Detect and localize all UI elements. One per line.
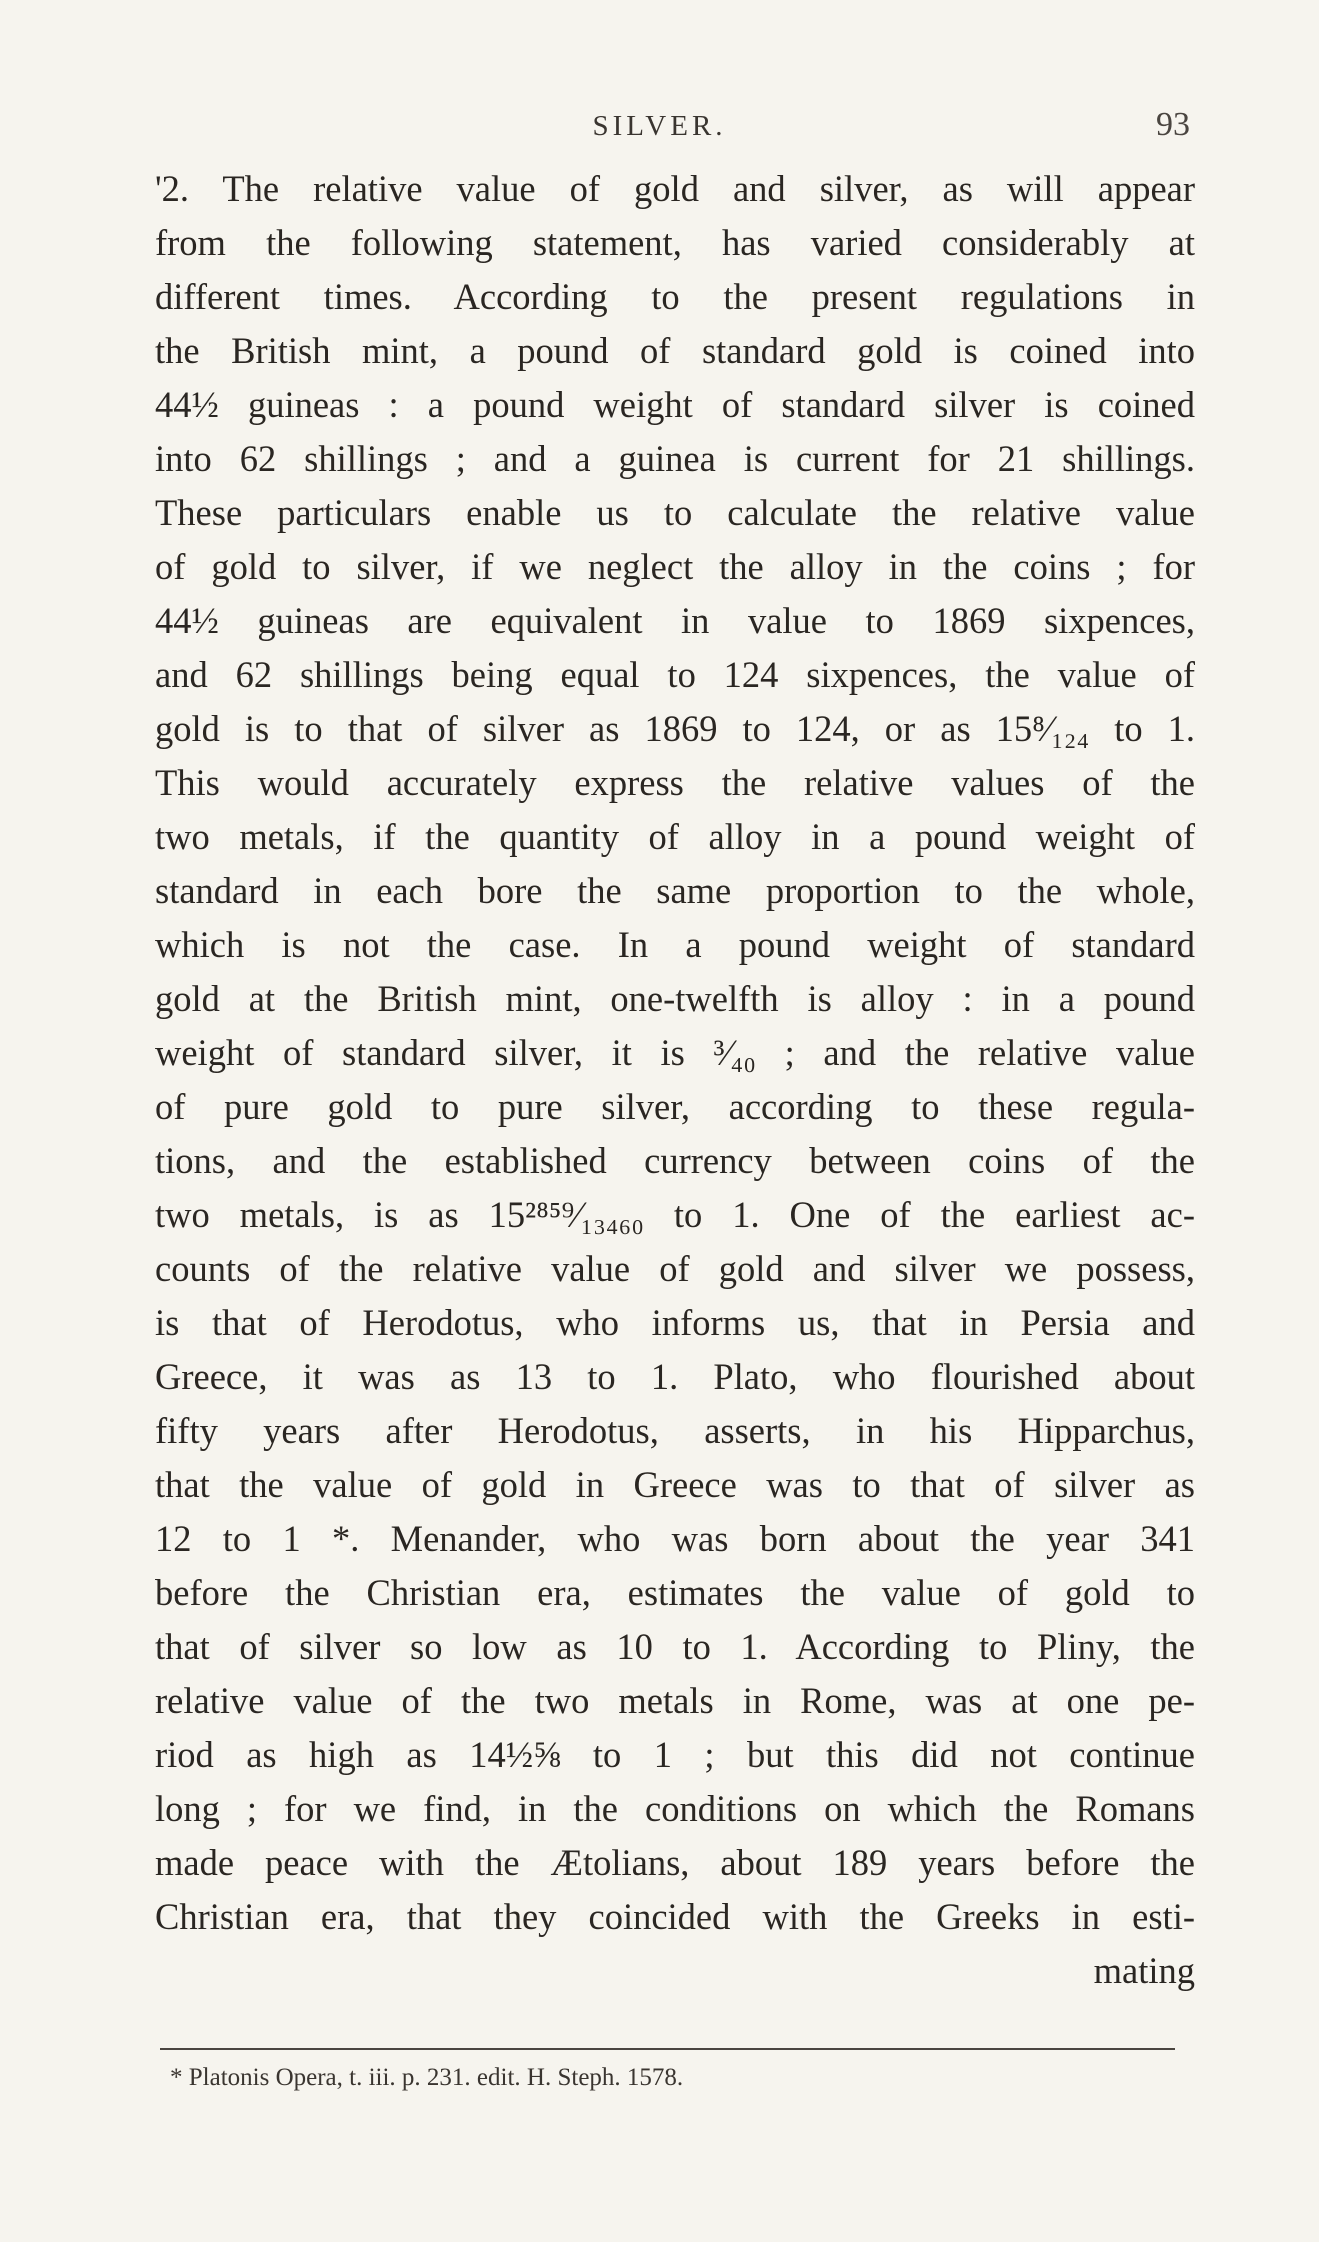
text-line: of gold to silver, if we neglect the alloy in the coins ; for [155, 546, 1195, 587]
text-line: counts of the relative value of gold and silver we possess, [155, 1248, 1195, 1289]
text-line: that of silver so low as 10 to 1. According to Pliny, the [155, 1626, 1195, 1667]
text-line: Greece, it was as 13 to 1. Plato, who flourished about [155, 1356, 1195, 1397]
text-line: from the following statement, has varied considerably at [155, 222, 1195, 263]
text-line: is that of Herodotus, who informs us, that in Persia and [155, 1302, 1195, 1343]
text-line: which is not the case. In a pound weight of standard [155, 924, 1195, 965]
text-line: made peace with the Ætolians, about 189 years before the [155, 1842, 1195, 1883]
text-line: This would accurately express the relative values of the [155, 762, 1195, 803]
text-line: gold is to that of silver as 1869 to 124, or as 15⁸⁄₁₂₄ to 1. [155, 708, 1195, 749]
text-line: of pure gold to pure silver, according to these regula- [155, 1086, 1195, 1127]
text-line: different times. According to the present regulations in [155, 276, 1195, 317]
text-line: and 62 shillings being equal to 124 sixpences, the value of [155, 654, 1195, 695]
text-line: fifty years after Herodotus, asserts, in his Hipparchus, [155, 1410, 1195, 1451]
text-line: '2. The relative value of gold and silver, as will appear [155, 168, 1195, 209]
text-line: two metals, is as 15²⁸⁵⁹⁄₁₃₄₆₀ to 1. One of the earliest ac- [155, 1194, 1195, 1235]
footnote: * Platonis Opera, t. iii. p. 231. edit. H. Steph. 1578. [170, 2064, 684, 2091]
text-line: that the value of gold in Greece was to that of silver as [155, 1464, 1195, 1505]
text-line: 44½ guineas : a pound weight of standard silver is coined [155, 384, 1195, 425]
page-number: 93 [1156, 106, 1190, 143]
body-text [155, 162, 1195, 1998]
text-line: These particulars enable us to calculate the relative value [155, 492, 1195, 533]
catchword: mating [1093, 1950, 1195, 1991]
text-line: weight of standard silver, it is ³⁄₄₀ ; and the relative value [155, 1032, 1195, 1073]
text-line: Christian era, that they coincided with the Greeks in esti- [155, 1896, 1195, 1937]
text-line: relative value of the two metals in Rome, was at one pe- [155, 1680, 1195, 1721]
text-line: 12 to 1 *. Menander, who was born about the year 341 [155, 1518, 1195, 1559]
text-line: before the Christian era, estimates the value of gold to [155, 1572, 1195, 1613]
running-title: SILVER. [592, 110, 727, 142]
text-line: two metals, if the quantity of alloy in a pound weight of [155, 816, 1195, 857]
text-line: tions, and the established currency between coins of the [155, 1140, 1195, 1181]
text-line: long ; for we find, in the conditions on which the Romans [155, 1788, 1195, 1829]
text-line: gold at the British mint, one-twelfth is alloy : in a pound [155, 978, 1195, 1019]
text-line: standard in each bore the same proportion to the whole, [155, 870, 1195, 911]
text-line: the British mint, a pound of standard gold is coined into [155, 330, 1195, 371]
text-line: into 62 shillings ; and a guinea is current for 21 shillings. [155, 438, 1195, 479]
text-line: riod as high as 14½⅝ to 1 ; but this did not continue [155, 1734, 1195, 1775]
text-line: 44½ guineas are equivalent in value to 1869 sixpences, [155, 600, 1195, 641]
footnote-divider [160, 2048, 1175, 2050]
